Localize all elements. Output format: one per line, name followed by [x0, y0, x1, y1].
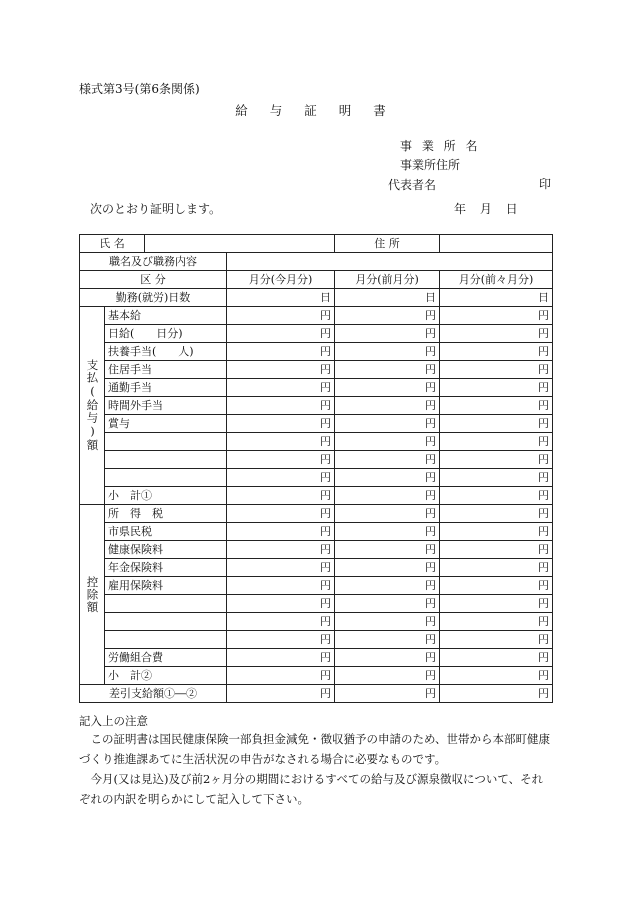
deduction-item-label: 雇用保険料 [105, 577, 227, 595]
amount-previous[interactable]: 円 [335, 307, 440, 325]
deduction-item-label: 労働組合費 [105, 649, 227, 667]
deduction-item-label: 健康保険料 [105, 541, 227, 559]
employer-address-label: 事業所住所 [400, 158, 461, 172]
note-paragraph: 今月(又は見込)及び前2ヶ月分の期間におけるすべての給与及び源泉徴収について、それぞれの内訳を明らかにして記入して下さい。 [79, 772, 544, 806]
category-label: 区 分 [80, 271, 227, 289]
payment-row [80, 361, 553, 379]
note-paragraph: この証明書は国民健康保険一部負担金減免・徴収猶予の申請のため、世帯から本部町健康づくり推進課あてに生活状況の申告がなされる場合に必要なものです。 [79, 732, 551, 766]
amount-before-previous[interactable]: 円 [440, 649, 553, 667]
payment-row [80, 397, 553, 415]
deduction-row [80, 595, 553, 613]
amount-before-previous[interactable]: 円 [440, 487, 553, 505]
amount-previous[interactable]: 円 [335, 523, 440, 541]
amount-before-previous[interactable]: 円 [440, 361, 553, 379]
notes-title: 記入上の注意 [79, 714, 148, 728]
deduction-item-label [105, 613, 227, 631]
deduction-item-label [105, 595, 227, 613]
job-row [80, 253, 553, 271]
amount-before-previous[interactable]: 円 [440, 469, 553, 487]
amount-current[interactable]: 円 [227, 595, 335, 613]
amount-current[interactable]: 円 [227, 649, 335, 667]
deduction-row [80, 613, 553, 631]
amount-current[interactable]: 円 [227, 577, 335, 595]
amount-before-previous[interactable]: 円 [440, 613, 553, 631]
amount-previous[interactable]: 円 [335, 325, 440, 343]
deduction-row [80, 523, 553, 541]
payment-row [80, 325, 553, 343]
amount-previous[interactable]: 円 [335, 451, 440, 469]
payment-item-label: 小 計① [105, 487, 227, 505]
workdays-label: 勤務(就労)日数 [80, 289, 227, 307]
payment-item-label: 基本給 [105, 307, 227, 325]
payment-row [80, 415, 553, 433]
amount-before-previous[interactable]: 円 [440, 577, 553, 595]
amount-previous[interactable]: 円 [335, 685, 440, 703]
deduction-item-label [105, 631, 227, 649]
payment-row [80, 469, 553, 487]
amount-before-previous[interactable]: 円 [440, 451, 553, 469]
amount-before-previous[interactable]: 円 [440, 325, 553, 343]
representative-label: 代表者名 [388, 178, 437, 192]
payment-item-label: 通勤手当 [105, 379, 227, 397]
deduction-item-label: 小 計② [105, 667, 227, 685]
amount-previous[interactable]: 円 [335, 469, 440, 487]
amount-before-previous[interactable]: 円 [440, 397, 553, 415]
payment-item-label: 日給( 日分) [105, 325, 227, 343]
notes [79, 729, 553, 809]
address-label: 住 所 [335, 235, 440, 253]
amount-current[interactable]: 円 [227, 415, 335, 433]
amount-current[interactable]: 円 [227, 433, 335, 451]
net-row [80, 685, 553, 703]
payment-item-label: 賞与 [105, 415, 227, 433]
deduction-row [80, 577, 553, 595]
job-label: 職名及び職務内容 [80, 253, 227, 271]
certify-statement: 次のとおり証明します。 [90, 202, 222, 216]
amount-previous[interactable]: 円 [335, 559, 440, 577]
document-title: 給 与 証 明 書 [235, 103, 395, 118]
deduction-item-label: 所 得 税 [105, 505, 227, 523]
payment-row [80, 451, 553, 469]
amount-before-previous[interactable]: 円 [440, 379, 553, 397]
payment-row [80, 379, 553, 397]
amount-current[interactable]: 円 [227, 685, 335, 703]
payment-section-label: 支払(給与)額 [80, 307, 105, 505]
employer-name-label: 事 業 所 名 [400, 139, 481, 153]
amount-before-previous[interactable]: 円 [440, 667, 553, 685]
amount-previous[interactable]: 円 [335, 631, 440, 649]
amount-before-previous[interactable]: 円 [440, 505, 553, 523]
payment-item-label: 住居手当 [105, 361, 227, 379]
column-header-current: 月分(今月分) [227, 271, 335, 289]
amount-before-previous[interactable]: 円 [440, 631, 553, 649]
amount-previous[interactable]: 円 [335, 343, 440, 361]
payment-item-label [105, 433, 227, 451]
amount-previous[interactable]: 円 [335, 433, 440, 451]
form-number: 様式第3号(第6条関係) [79, 82, 200, 96]
amount-before-previous[interactable]: 円 [440, 595, 553, 613]
amount-current[interactable]: 円 [227, 505, 335, 523]
amount-current[interactable]: 円 [227, 343, 335, 361]
amount-previous[interactable]: 円 [335, 415, 440, 433]
deduction-row [80, 649, 553, 667]
amount-previous[interactable]: 円 [335, 361, 440, 379]
amount-before-previous[interactable]: 円 [440, 433, 553, 451]
amount-previous[interactable]: 円 [335, 397, 440, 415]
job-field[interactable] [227, 253, 553, 271]
payment-item-label [105, 451, 227, 469]
amount-current[interactable]: 円 [227, 379, 335, 397]
amount-current[interactable]: 円 [227, 631, 335, 649]
amount-current[interactable]: 円 [227, 487, 335, 505]
workdays-before-previous[interactable]: 日 [440, 289, 553, 307]
amount-current[interactable]: 円 [227, 361, 335, 379]
workdays-previous[interactable]: 日 [335, 289, 440, 307]
payment-item-label: 扶養手当( 人) [105, 343, 227, 361]
amount-previous[interactable]: 円 [335, 487, 440, 505]
amount-current[interactable]: 円 [227, 307, 335, 325]
deduction-section-label: 控除額 [80, 505, 105, 685]
name-field[interactable] [145, 235, 335, 253]
amount-before-previous[interactable]: 円 [440, 541, 553, 559]
payment-item-label: 時間外手当 [105, 397, 227, 415]
payment-row [80, 487, 553, 505]
column-header-before-previous: 月分(前々月分) [440, 271, 553, 289]
column-header-previous: 月分(前月分) [335, 271, 440, 289]
amount-before-previous[interactable]: 円 [440, 415, 553, 433]
deduction-item-label: 市県民税 [105, 523, 227, 541]
address-field[interactable] [440, 235, 553, 253]
amount-previous[interactable]: 円 [335, 379, 440, 397]
name-row [80, 235, 553, 253]
amount-current[interactable]: 円 [227, 451, 335, 469]
deduction-row [80, 541, 553, 559]
amount-previous[interactable]: 円 [335, 577, 440, 595]
name-label: 氏 名 [80, 235, 145, 253]
amount-current[interactable]: 円 [227, 613, 335, 631]
certificate-table [79, 234, 553, 703]
amount-previous[interactable]: 円 [335, 649, 440, 667]
deduction-row [80, 631, 553, 649]
header-row [80, 271, 553, 289]
deduction-item-label: 年金保険料 [105, 559, 227, 577]
amount-current[interactable]: 円 [227, 325, 335, 343]
amount-current[interactable]: 円 [227, 523, 335, 541]
payment-row [80, 307, 553, 325]
amount-current[interactable]: 円 [227, 541, 335, 559]
seal-mark: 印 [539, 177, 552, 191]
amount-previous[interactable]: 円 [335, 667, 440, 685]
amount-current[interactable]: 円 [227, 667, 335, 685]
payment-row [80, 343, 553, 361]
amount-current[interactable]: 円 [227, 469, 335, 487]
amount-before-previous[interactable]: 円 [440, 523, 553, 541]
amount-current[interactable]: 円 [227, 559, 335, 577]
net-pay-label: 差引支給額①―② [80, 685, 227, 703]
deduction-row [80, 505, 553, 523]
date-label: 年 月 日 [454, 202, 518, 216]
amount-before-previous[interactable]: 円 [440, 307, 553, 325]
amount-current[interactable]: 円 [227, 397, 335, 415]
workdays-current[interactable]: 日 [227, 289, 335, 307]
deduction-row [80, 559, 553, 577]
amount-previous[interactable]: 円 [335, 595, 440, 613]
amount-previous[interactable]: 円 [335, 541, 440, 559]
amount-previous[interactable]: 円 [335, 505, 440, 523]
amount-before-previous[interactable]: 円 [440, 343, 553, 361]
amount-before-previous[interactable]: 円 [440, 559, 553, 577]
amount-previous[interactable]: 円 [335, 613, 440, 631]
payment-row [80, 433, 553, 451]
workdays-row [80, 289, 553, 307]
amount-before-previous[interactable]: 円 [440, 685, 553, 703]
payment-item-label [105, 469, 227, 487]
deduction-row [80, 667, 553, 685]
